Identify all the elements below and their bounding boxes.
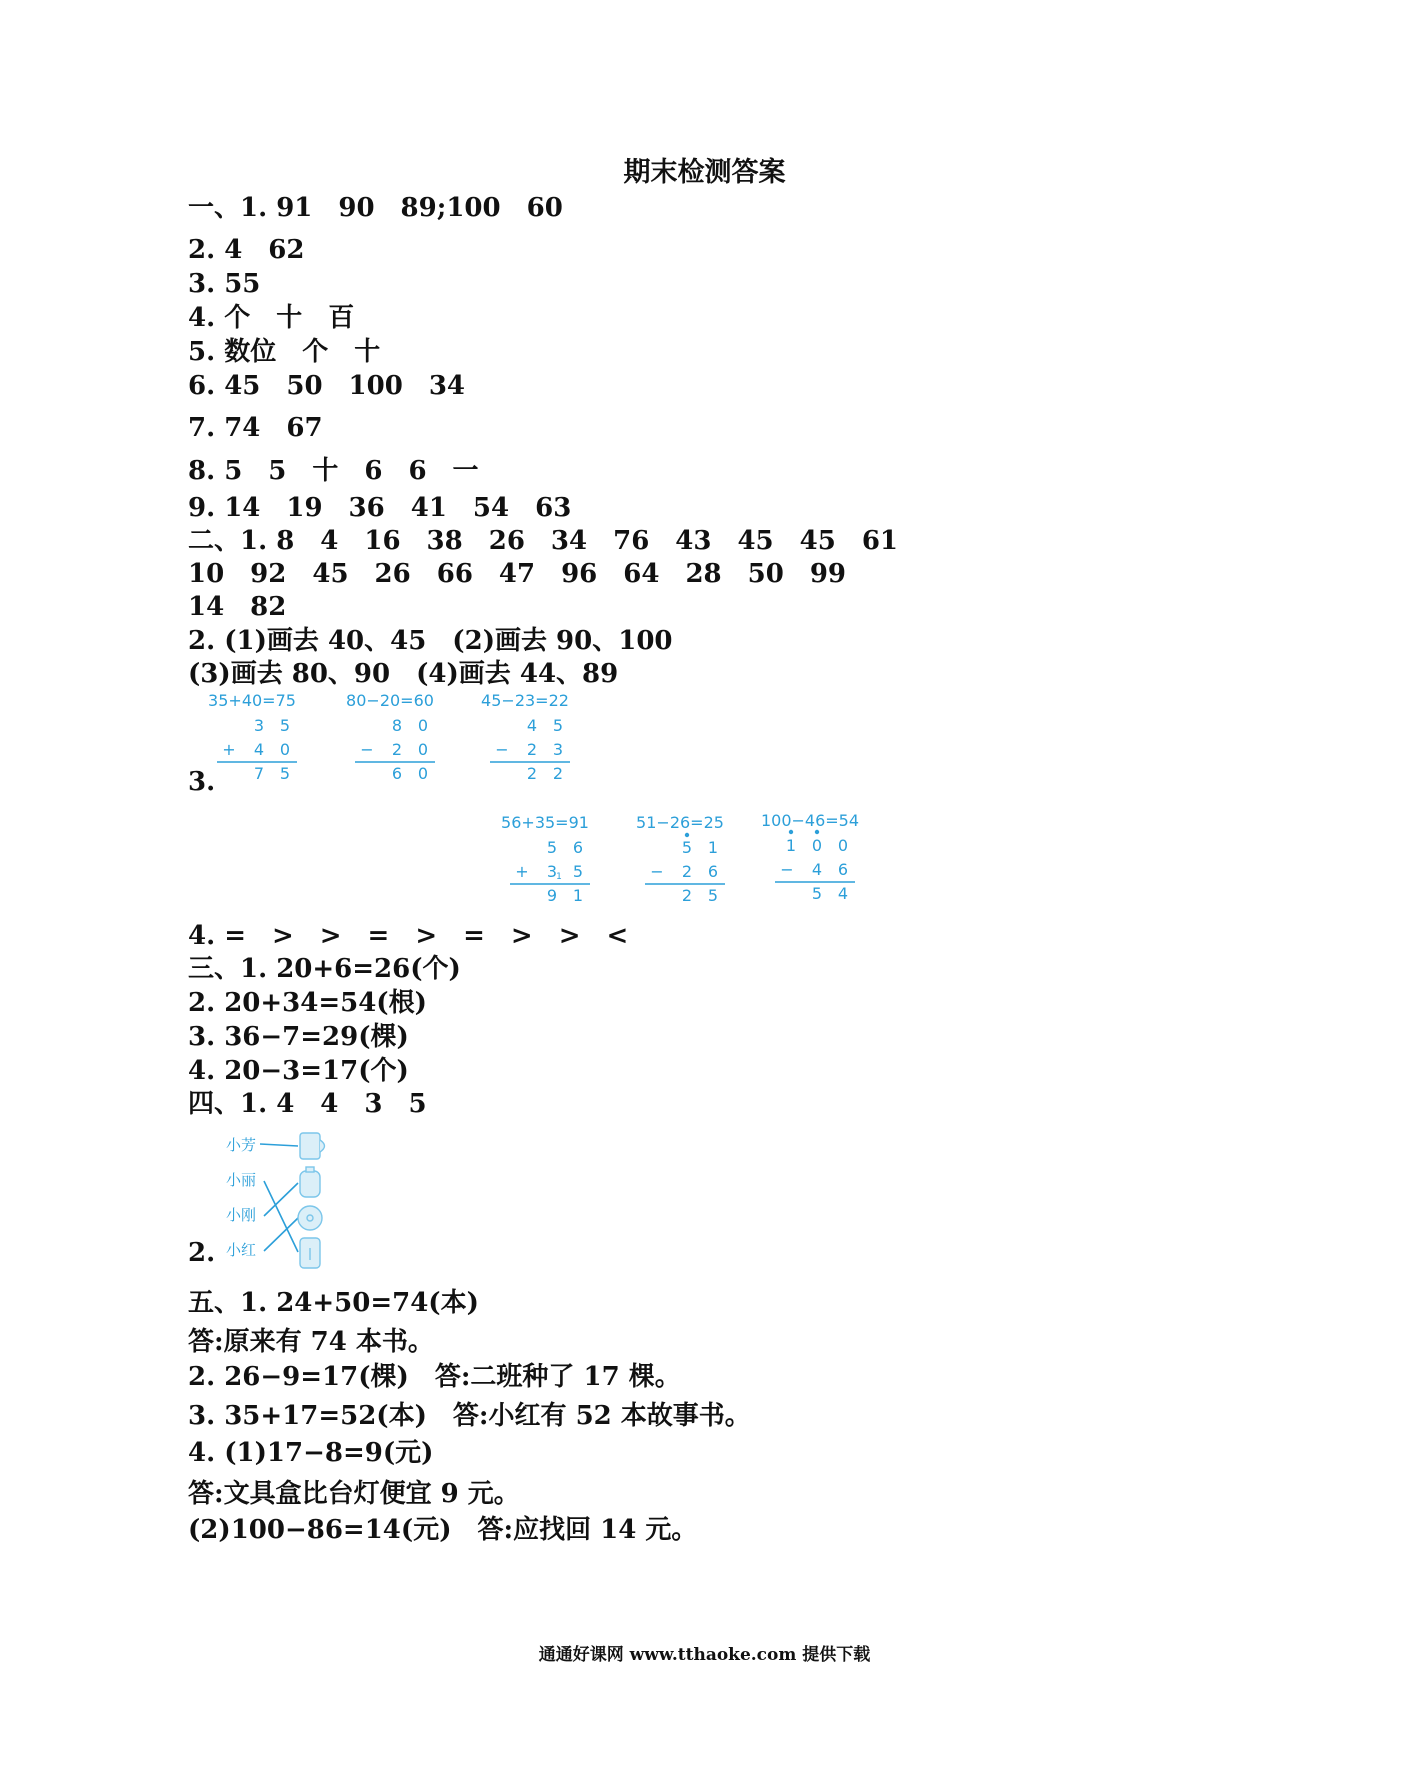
calc-digit: 5 bbox=[279, 764, 291, 783]
calc-equation: 51−26=25 bbox=[636, 813, 724, 832]
calc-operator: − bbox=[650, 862, 664, 881]
calc-equation: 45−23=22 bbox=[481, 691, 569, 710]
calc-digit: 4 bbox=[253, 740, 265, 759]
answer-line: 10 92 45 26 66 47 96 64 28 50 99 bbox=[188, 559, 846, 589]
calc-digit: 8 bbox=[391, 716, 403, 735]
calc-digit: 5 bbox=[572, 862, 584, 881]
answer-line: 3. bbox=[188, 767, 216, 797]
round-cup-icon bbox=[298, 1206, 322, 1230]
answer-line: (2)100−86=14(元) 答:应找回 14 元。 bbox=[188, 1515, 698, 1545]
answer-line: 6. 45 50 100 34 bbox=[188, 371, 466, 401]
calc-equation: 100−46=54 bbox=[760, 811, 860, 830]
calc-digit: 7 bbox=[253, 764, 265, 783]
answer-line: 一、1. 91 90 89;100 60 bbox=[188, 193, 563, 223]
answer-line: 五、1. 24+50=74(本) bbox=[188, 1288, 479, 1318]
answer-line: 4. = > > = > = > > < bbox=[188, 921, 629, 951]
calc-digit: 4 bbox=[811, 860, 823, 879]
calc-digit: 1 bbox=[572, 886, 584, 905]
answer-line: (3)画去 80、90 (4)画去 44、89 bbox=[188, 659, 619, 689]
calc-digit: 1 bbox=[785, 836, 797, 855]
calc-equation: 56+35=91 bbox=[501, 813, 589, 832]
calc-digit: 9 bbox=[546, 886, 558, 905]
calc-operator: + bbox=[222, 740, 236, 759]
calc-digit: 2 bbox=[552, 764, 564, 783]
calc-digit: 3 bbox=[253, 716, 265, 735]
calc-digit: 2 bbox=[526, 740, 538, 759]
calc-digit: 6 bbox=[391, 764, 403, 783]
matching-line bbox=[264, 1183, 298, 1216]
calc-digit: 5 bbox=[279, 716, 291, 735]
calc-digit: 0 bbox=[811, 836, 823, 855]
answer-line: 7. 74 67 bbox=[188, 413, 323, 443]
answer-line: 14 82 bbox=[188, 592, 287, 622]
answer-line: 4. (1)17−8=9(元) bbox=[188, 1438, 434, 1468]
matching-name: 小丽 bbox=[226, 1171, 257, 1189]
calc-equation: 35+40=75 bbox=[208, 691, 296, 710]
calc-digit: 1 bbox=[707, 838, 719, 857]
answer-line: 4. 20−3=17(个) bbox=[188, 1056, 409, 1086]
calc-digit: 2 bbox=[526, 764, 538, 783]
answer-line: 2. 26−9=17(棵) 答:二班种了 17 棵。 bbox=[188, 1362, 681, 1392]
mug-icon bbox=[300, 1133, 325, 1159]
answer-line: 3. 55 bbox=[188, 269, 261, 299]
matching-line bbox=[260, 1144, 298, 1146]
answer-line: 3. 36−7=29(棵) bbox=[188, 1022, 409, 1052]
calc-digit: 4 bbox=[526, 716, 538, 735]
calc-operator: − bbox=[780, 860, 794, 879]
calc-digit: 2 bbox=[681, 886, 693, 905]
answer-line: 2. 20+34=54(根) bbox=[188, 988, 427, 1018]
carry-mark: 1 bbox=[556, 872, 562, 882]
answer-line: 3. 35+17=52(本) 答:小红有 52 本故事书。 bbox=[188, 1401, 751, 1431]
calc-digit: 0 bbox=[417, 740, 429, 759]
answer-line: 2. bbox=[188, 1238, 216, 1268]
calc-digit: 2 bbox=[391, 740, 403, 759]
calc-digit: 0 bbox=[417, 764, 429, 783]
calc-digit: 5 bbox=[681, 838, 693, 857]
matching-name: 小刚 bbox=[226, 1206, 257, 1224]
calc-digit: 0 bbox=[837, 836, 849, 855]
calc-digit: 3 bbox=[552, 740, 564, 759]
answer-line: 8. 5 5 十 6 6 一 bbox=[188, 456, 479, 486]
matching-line bbox=[264, 1218, 298, 1251]
answer-line: 9. 14 19 36 41 54 63 bbox=[188, 493, 572, 523]
matching-name: 小芳 bbox=[226, 1136, 257, 1154]
calc-digit: 0 bbox=[417, 716, 429, 735]
calc-operator: + bbox=[515, 862, 529, 881]
calc-digit: 6 bbox=[837, 860, 849, 879]
calc-digit: 3 bbox=[546, 862, 558, 881]
answer-line: 2. 4 62 bbox=[188, 235, 305, 265]
calc-digit: 0 bbox=[279, 740, 291, 759]
answer-line: 四、1. 4 4 3 5 bbox=[188, 1089, 427, 1119]
answer-line: 答:文具盒比台灯便宜 9 元。 bbox=[188, 1479, 520, 1509]
answer-line: 4. 个 十 百 bbox=[188, 303, 355, 333]
answer-line: 5. 数位 个 十 bbox=[188, 337, 381, 367]
kettle-icon bbox=[300, 1167, 320, 1197]
matching-line bbox=[264, 1181, 298, 1252]
calc-digit: 2 bbox=[681, 862, 693, 881]
answer-line: 三、1. 20+6=26(个) bbox=[188, 954, 461, 984]
calc-equation: 80−20=60 bbox=[346, 691, 434, 710]
answer-line: 答:原来有 74 本书。 bbox=[188, 1327, 434, 1357]
calc-digit: 5 bbox=[811, 884, 823, 903]
calc-operator: − bbox=[495, 740, 509, 759]
footer-credit: 通通好课网 www.tthaoke.com 提供下载 bbox=[538, 1645, 871, 1665]
calc-digit: 5 bbox=[552, 716, 564, 735]
matching-name: 小红 bbox=[226, 1241, 257, 1259]
calc-digit: 5 bbox=[546, 838, 558, 857]
calc-operator: − bbox=[360, 740, 374, 759]
tall-cup-icon bbox=[300, 1238, 320, 1268]
answer-line: 2. (1)画去 40、45 (2)画去 90、100 bbox=[188, 626, 673, 656]
page-title: 期末检测答案 bbox=[623, 157, 786, 188]
calc-digit: 4 bbox=[837, 884, 849, 903]
calc-digit: 6 bbox=[572, 838, 584, 857]
answer-line: 二、1. 8 4 16 38 26 34 76 43 45 45 61 bbox=[188, 526, 899, 556]
calc-digit: 5 bbox=[707, 886, 719, 905]
calc-digit: 6 bbox=[707, 862, 719, 881]
